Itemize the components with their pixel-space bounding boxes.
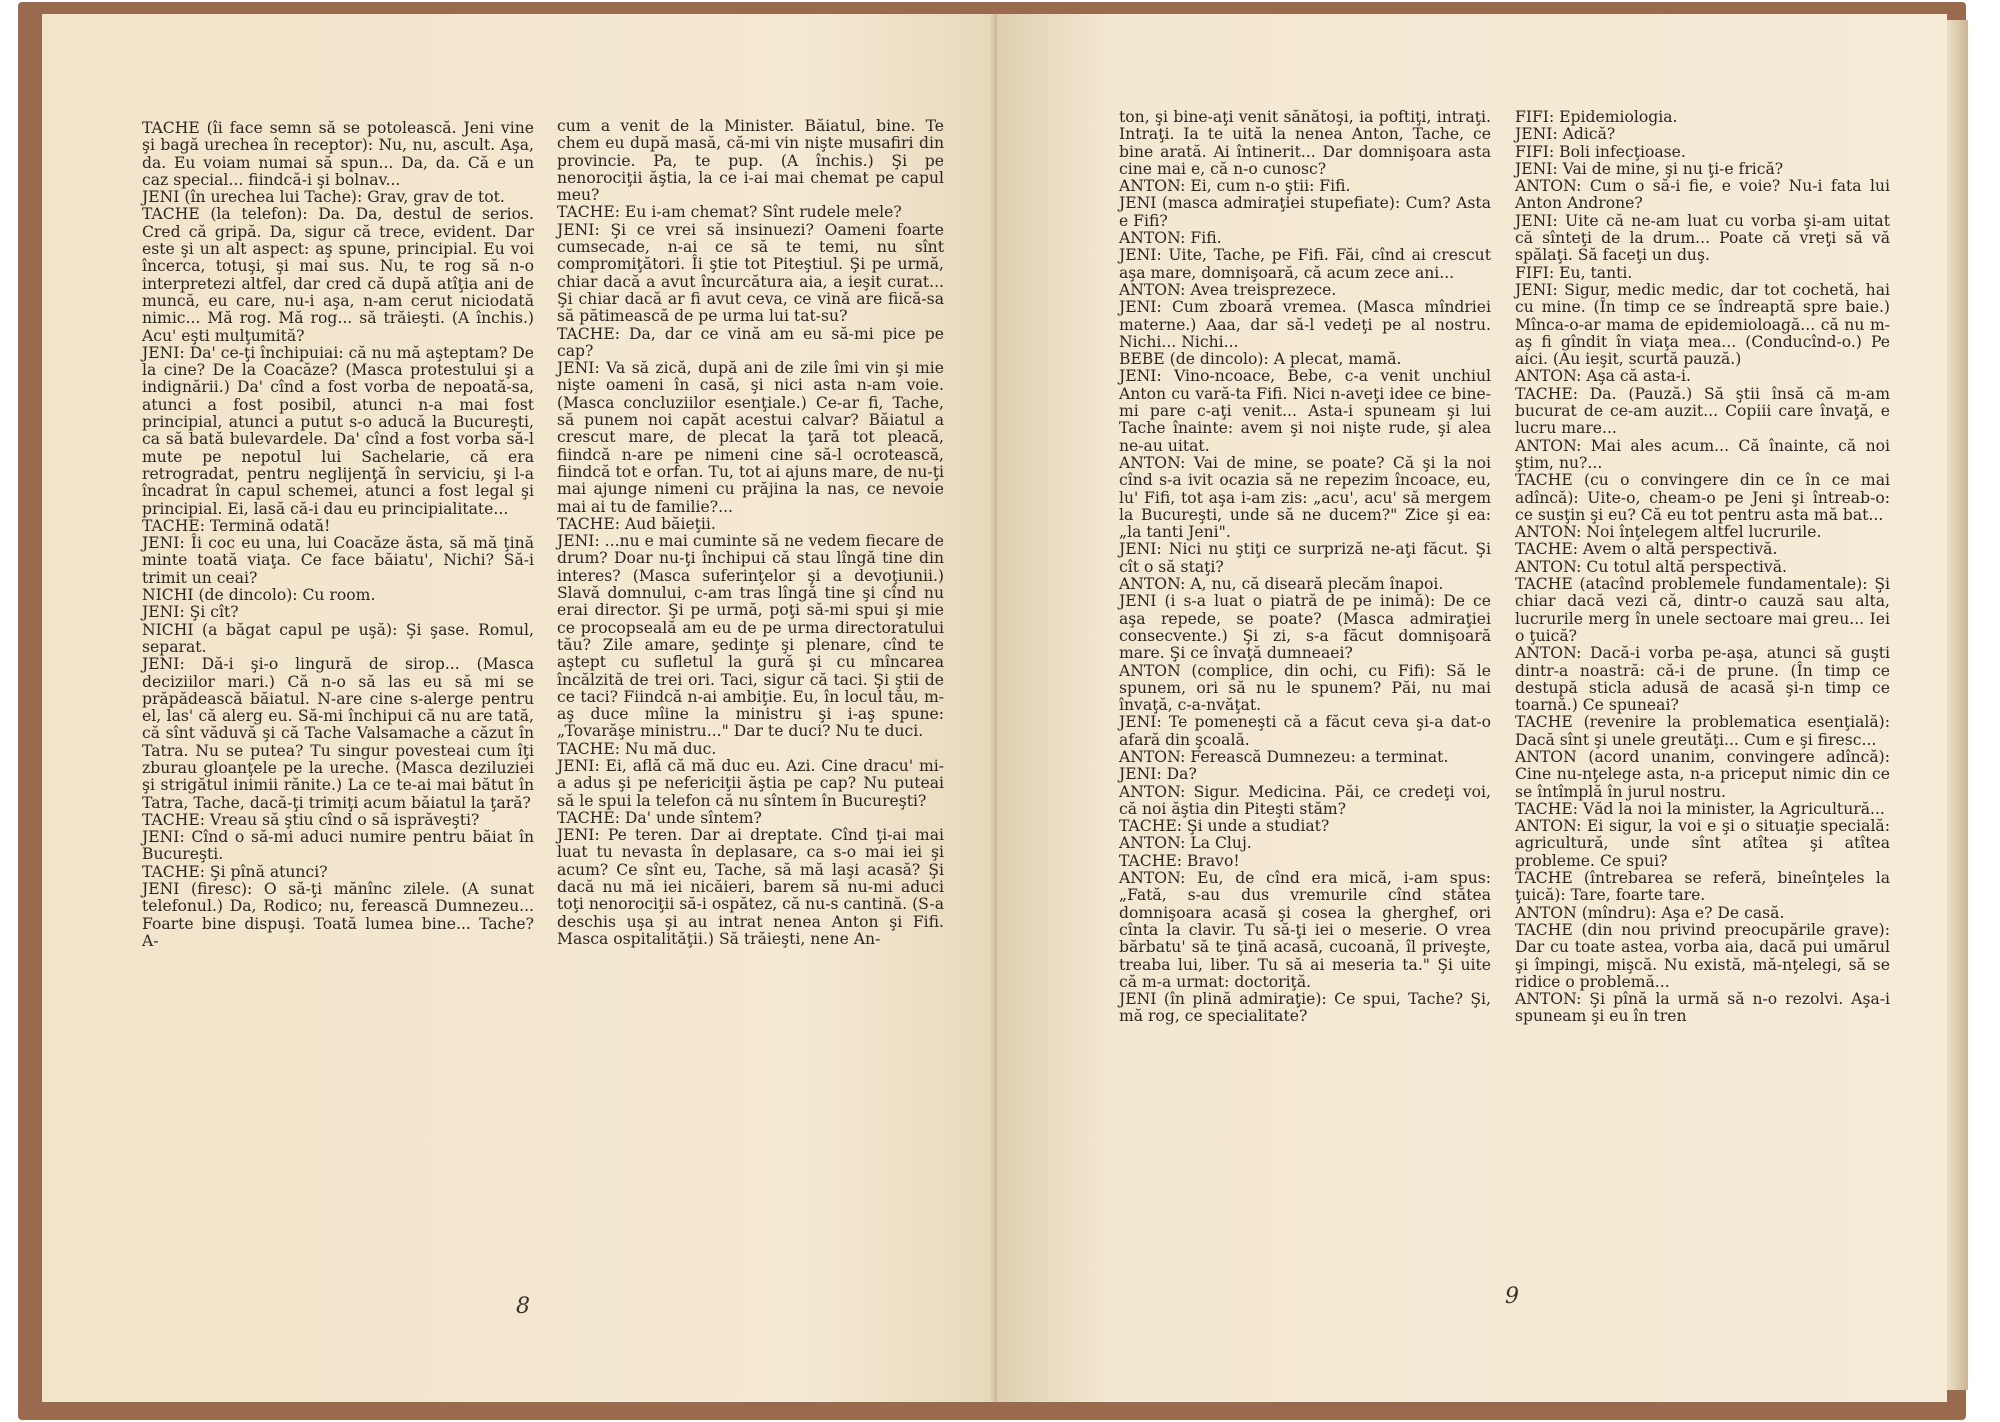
dialogue-line: TACHE: Da. (Pauză.) Să ştii însă că m-am bucurat de ce-am auzit... Copiii care învaţă, e lucru mare...: [1515, 384, 1890, 438]
dialogue-line: ANTON: Aşa că asta-i.: [1515, 367, 1691, 386]
dialogue-line: ANTON: Cu totul altă perspectivă.: [1515, 557, 1787, 576]
dialogue-line: ANTON: Ei, cum n-o ştii: Fifi.: [1119, 177, 1351, 196]
dialogue-line: TACHE: Eu i-am chemat? Sînt rudele mele?: [557, 203, 902, 222]
dialogue-line: TACHE (cu o convingere din ce în ce mai adîncă): Uite-o, cheam-o pe Jeni şi întreab-o: ce susţin şi eu? Că eu tot pentru asta mă bat...: [1515, 471, 1890, 524]
dialogue-line: ANTON (acord unanim, convingere adîncă): Cine nu-nţelege asta, n-a priceput nimic din ce se întîmplă în jurul nostru.: [1515, 747, 1890, 801]
dialogue-line: JENI: Ei, află că mă duc eu. Azi. Cine dracu' mi-a adus şi pe nefericiţii ăştia pe cap? Nu puteai să le spui la telefon că nu sîntem în Bucureşti?: [557, 756, 944, 810]
dialogue-line: JENI: Da' ce-ţi închipuiai: că nu mă aşteptam? De la cine? De la Coacăze? (Masca protestului şi a indignării.) Da' cînd a fost vorba de nepoată-sa, atunci a fost posibil, atunci n-a mai fost principial, atunci a putut s-o aducă la Bucureşti, ca să bată bulevardele. Da' cînd a fost vorba să-l mute pe nepotul lui Sachelarie, că era retrogradat, pentru neglijenţă în serviciu, şi l-a încadrat în capul schemei, atunci a fost legal şi principial. Ei, lasă că-i dau eu principialitate...: [142, 343, 534, 518]
dialogue-line: ANTON: Dacă-i vorba pe-aşa, atunci să guşti dintr-a noastră: că-i de prune. (În timp ce destupă sticla adusă de acasă şi-n timp ce toarnă.) Ce spuneai?: [1515, 644, 1890, 715]
right-page-column-1: [1119, 109, 1491, 1026]
dialogue-line: ANTON: Mai ales acum... Că înainte, că noi ştim, nu?...: [1515, 436, 1890, 472]
dialogue-line: ANTON: Eu, de cînd era mică, i-am spus: „Fată, s-au dus vremurile cînd stătea domnişoara acasă şi cosea la gherghef, ori cînta la clavir. Tu să-ţi iei o meserie. O vrea bărbatu' să te ţină acasă, cucoană, îl priveşte, treaba lui, liber. Tu să ai meseria ta." Şi uite că m-a urmat: doctoriţă.: [1119, 869, 1491, 991]
dialogue-line: ANTON: Ei sigur, la voi e şi o situaţie specială: agricultură, unde sînt atîtea şi atîtea probleme. Ce spui?: [1515, 817, 1890, 870]
dialogue-line: JENI: Da?: [1119, 765, 1197, 784]
dialogue-line: JENI: Uite, Tache, pe Fifi. Făi, cînd ai crescut aşa mare, domnişoară, că acum zece ani...: [1119, 246, 1491, 282]
dialogue-line: TACHE: Aud băieţii.: [557, 514, 716, 533]
dialogue-line: JENI (în plină admiraţie): Ce spui, Tache? Şi, mă rog, ce specialitate?: [1119, 990, 1491, 1026]
dialogue-line: JENI: Vino-ncoace, Bebe, c-a venit unchiul Anton cu vară-ta Fifi. Nici n-aveţi idee ce bine-mi pare c-aţi venit... Asta-i spuneam şi lui Tache înainte: avem şi noi nişte rude, şi alea ne-au uitat.: [1119, 367, 1491, 455]
dialogue-line: JENI: Va să zică, după ani de zile îmi vin şi mie nişte oameni în casă, şi nici asta n-am voie. (Masca concluziilor esenţiale.) Ce-ar fi, Tache, să punem noi capăt acestui calvar? Băiatul a crescut mare, de plecat la ţară tot pleacă, fiindcă n-are pe nimeni cine să-l ocrotească, fiindcă tot e orfan. Tu, tot ai ajuns mare, de nu-ţi mai ajunge nimeni cu prăjina la nas, ce nevoie mai ai tu de familie?...: [557, 359, 944, 516]
dialogue-line: ANTON (mîndru): Aşa e? De casă.: [1515, 903, 1785, 922]
dialogue-line: FIFI: Epidemiologia.: [1515, 108, 1678, 126]
dialogue-line: JENI: Vai de mine, şi nu ţi-e frică?: [1515, 159, 1784, 178]
dialogue-line: cum a venit de la Minister. Băiatul, bine. Te chem eu după masă, că-mi vin nişte musafiri din provincie. Pa, te pup. (A închis.) Şi pe nenorociţii ăştia, la ce i-ai mai chemat pe capul meu?: [557, 117, 944, 205]
page-number-right: 9: [1505, 1284, 1519, 1309]
dialogue-line: ANTON: Noi înţelegem altfel lucrurile.: [1515, 523, 1822, 542]
dialogue-line: TACHE (la telefon): Da. Da, destul de serios. Cred că gripă. Da, sigur că trece, evident. Dar este şi un alt aspect: aş spune, principial. Eu voi încerca, totuşi, şi mai sus. Nu, te rog să n-o interpretezi altfel, dar cred că după atîţia ani de muncă, eu care, nu-i aşa, n-am cerut niciodată nimic... Mă rog. Mă rog... să trăieşti. (A închis.) Acu' eşti mulţumită?: [142, 205, 534, 345]
dialogue-line: JENI (masca admiraţiei stupefiate): Cum? Asta e Fifi?: [1119, 194, 1491, 230]
dialogue-line: TACHE: Văd la noi la minister, la Agricultură...: [1515, 799, 1885, 818]
dialogue-line: TACHE (atacînd problemele fundamentale): Şi chiar dacă vezi că, dintr-o cauză sau alta, lucrurile merg în unele sectoare mai greu... Iei o ţuică?: [1515, 575, 1890, 645]
dialogue-line: TACHE: Şi pînă atunci?: [142, 862, 328, 881]
dialogue-line: TACHE (întrebarea se referă, bineînţeles la ţuică): Tare, foarte tare.: [1515, 869, 1890, 905]
left-page-column-1: [142, 120, 534, 950]
dialogue-line: TACHE: Bravo!: [1119, 851, 1240, 870]
dialogue-line: TACHE (îi face semn să se potolească. Jeni vine şi bagă urechea în receptor): Nu, nu, ascult. Aşa, da. Eu voiam numai să spun... Da, da. Că e un caz special... fiindcă-i şi bolnav...: [142, 119, 534, 189]
dialogue-line: TACHE (din nou privind preocupările grave): Dar cu toate astea, vorba aia, dacă pui umărul şi împingi, mişcă. Nu există, mă-nţelegi, să se ridice o problemă...: [1515, 920, 1890, 991]
dialogue-line: JENI: Cînd o să-mi aduci numire pentru băiat în Bucureşti.: [142, 828, 534, 864]
dialogue-line: TACHE: Vreau să ştiu cînd o să isprăveşti?: [142, 810, 480, 829]
right-page-column-2: [1515, 109, 1890, 1026]
dialogue-line: TACHE: Nu mă duc.: [557, 739, 717, 758]
dialogue-line: ANTON: Avea treisprezece.: [1119, 280, 1337, 299]
dialogue-line: JENI: Te pomeneşti că a făcut ceva şi-a dat-o afară din şcoală.: [1119, 713, 1491, 749]
dialogue-line: ANTON: La Cluj.: [1119, 834, 1252, 853]
dialogue-line: TACHE (revenire la problematica esenţială): Dacă sînt şi unele greutăţi... Cum e şi firesc...: [1515, 713, 1890, 749]
dialogue-line: JENI: Adică?: [1515, 125, 1616, 144]
dialogue-line: ANTON: Ferească Dumnezeu: a terminat.: [1119, 747, 1449, 766]
dialogue-line: ANTON (complice, din ochi, cu Fifi): Să le spunem, ori să nu le spunem? Păi, nu mai învaţă, c-a-nvăţat.: [1119, 661, 1491, 715]
dialogue-line: NICHI (a băgat capul pe uşă): Şi şase. Romul, separat.: [142, 620, 534, 656]
dialogue-line: ANTON: A, nu, că diseară plecăm înapoi.: [1119, 575, 1444, 594]
dialogue-line: JENI: Şi ce vrei să insinuezi? Oameni foarte cumsecade, n-ai ce să te temi, nu sînt compromiţători. Îi ştie tot Piteştiul. Şi pe urmă, chiar dacă a avut încurcătura aia, a ieşit curat... Şi chiar dacă ar fi avut ceva, ce vină are fiică-sa să pătimească de pe urma lui tat-su?: [557, 220, 944, 326]
dialogue-line: TACHE: Şi unde a studiat?: [1119, 817, 1330, 836]
dialogue-line: JENI: Sigur, medic medic, dar tot cochetă, hai cu mine. (În timp ce se îndreaptă spre baie.) Mînca-o-ar mama de epidemioloagă... că nu m-aş fi gîndit în viaţa mea... (Conducînd-o.) Pe aici. (Au ieşit, scurtă pauză.): [1515, 280, 1890, 369]
dialogue-line: JENI (i s-a luat o piatră de pe inimă): De ce aşa repede, se poate? (Masca admiraţiei consecvente.) Şi zi, s-a făcut domnişoară mare. Şi ce învaţă dumneaei?: [1119, 592, 1491, 663]
dialogue-line: JENI: Pe teren. Dar ai dreptate. Cînd ţi-ai mai luat tu nevasta în deplasare, ca s-o mai iei şi acum? Ce sînt eu, Tache, să mă laşi acasă? Şi dacă nu mă iei nicăieri, barem să nu-mi aduci toţi nenorociţii să-i ospătez, că nu-s cantină. (S-a deschis uşa şi au intrat nenea Anton şi Fifi. Masca ospitalităţii.) Să trăieşti, nene An-: [557, 826, 944, 948]
left-page-column-2: [557, 118, 944, 948]
dialogue-line: TACHE: Da' unde sîntem?: [557, 808, 762, 827]
dialogue-line: JENI: Dă-i şi-o lingură de sirop... (Masca deciziilor mari.) Că n-o să las eu să mi se prăpădească băiatul. N-are cine s-alerge pentru el, las' că alerg eu. Să-mi închipui că nu are tată, că sînt văduvă şi că Tache Valsamache a căzut în Tatra. Nu se putea? Tu singur povesteai cum îţi zburau gloanţele pe la ureche. (Masca deziluziei şi strigătul inimii rănite.) La ce te-ai mai bătut în Tatra, Tache, dacă-ţi trimiţi acum băiatul la ţară?: [142, 655, 534, 812]
page-number-left: 8: [516, 1294, 530, 1319]
dialogue-line: TACHE: Avem o altă perspectivă.: [1515, 540, 1778, 559]
left-page: [42, 14, 997, 1402]
dialogue-line: ANTON: Cum o să-i fie, e voie? Nu-i fata lui Anton Androne?: [1515, 177, 1890, 213]
dialogue-line: TACHE: Da, dar ce vină am eu să-mi pice pe cap?: [557, 324, 944, 360]
dialogue-line: ANTON: Sigur. Medicina. Păi, ce credeţi voi, că noi ăştia din Piteşti stăm?: [1119, 782, 1491, 818]
dialogue-line: JENI (firesc): O să-ţi mănînc zilele. (A sunat telefonul.) Da, Rodico; nu, ferească Dumnezeu... Foarte bine dispuşi. Toată lumea bine... Tache? A-: [142, 880, 534, 950]
dialogue-line: JENI: Nici nu ştiţi ce surpriză ne-aţi făcut. Şi cît o să staţi?: [1119, 540, 1491, 576]
dialogue-line: ton, şi bine-aţi venit sănătoşi, ia poftiţi, intraţi. Intraţi. Ia te uită la nenea Anton, Tache, ce bine arată. Ai întinerit... Dar domnişoara asta cine mai e, că n-o cunosc?: [1119, 108, 1491, 178]
dialogue-line: JENI: Uite că ne-am luat cu vorba şi-am uitat că sînteţi de la drum... Poate că vreţi să vă spălaţi. Să faceţi un duş.: [1515, 211, 1890, 265]
dialogue-line: JENI: Cum zboară vremea. (Masca mîndriei materne.) Aaa, dar să-l vedeţi pe al nostru. Nichi... Nichi...: [1119, 298, 1491, 351]
dialogue-line: JENI (în urechea lui Tache): Grav, grav de tot.: [142, 188, 505, 207]
dialogue-line: ANTON: Şi pînă la urmă să n-o rezolvi. Aşa-i spuneam şi eu în tren: [1515, 990, 1890, 1026]
dialogue-line: JENI: ...nu e mai cuminte să ne vedem fiecare de drum? Doar nu-ţi închipui că stau lîngă tine din interes? (Masca suferinţelor şi a devoţiunii.) Slavă domnului, c-am tras lîngă tine şi cînd nu erai director. Şi pe urmă, poţi să-mi spui şi mie ce procopseală am eu de pe urma directoratului tău? Zile amare, şedinţe şi plenare, cînd te aştept cu sufletul la gură şi cu mîncarea încălzită de trei ori. Taci, sigur că taci. Şi ştii de ce taci? Fiindcă n-ai ambiţie. Eu, în locul tău, m-aş duce mîine la ministru şi i-aş spune: „Tovarăşe ministru..." Dar te duci? Nu te duci.: [557, 532, 944, 741]
right-page: [997, 14, 1947, 1402]
dialogue-line: NICHI (de dincolo): Cu room.: [142, 586, 376, 605]
dialogue-line: BEBE (de dincolo): A plecat, mamă.: [1119, 350, 1402, 369]
dialogue-line: JENI: Şi cît?: [142, 603, 239, 622]
dialogue-line: JENI: Îi coc eu una, lui Coacăze ăsta, să mă ţină minte toată viaţa. Ce face băiatu', Nichi? Să-i trimit un ceai?: [142, 534, 534, 587]
dialogue-line: FIFI: Eu, tanti.: [1515, 263, 1633, 282]
dialogue-line: TACHE: Termină odată!: [142, 516, 331, 535]
dialogue-line: ANTON: Vai de mine, se poate? Că şi la noi cînd s-a ivit ocazia să ne repezim încoace, eu, lu' Fifi, tot aşa i-am zis: „acu', acu' să mergem la Bucureşti, unde să ne ducem?" Zice şi ea: „la tanti Jeni".: [1119, 453, 1491, 542]
dialogue-line: FIFI: Boli infecţioase.: [1515, 142, 1686, 161]
dialogue-line: ANTON: Fifi.: [1119, 229, 1222, 248]
